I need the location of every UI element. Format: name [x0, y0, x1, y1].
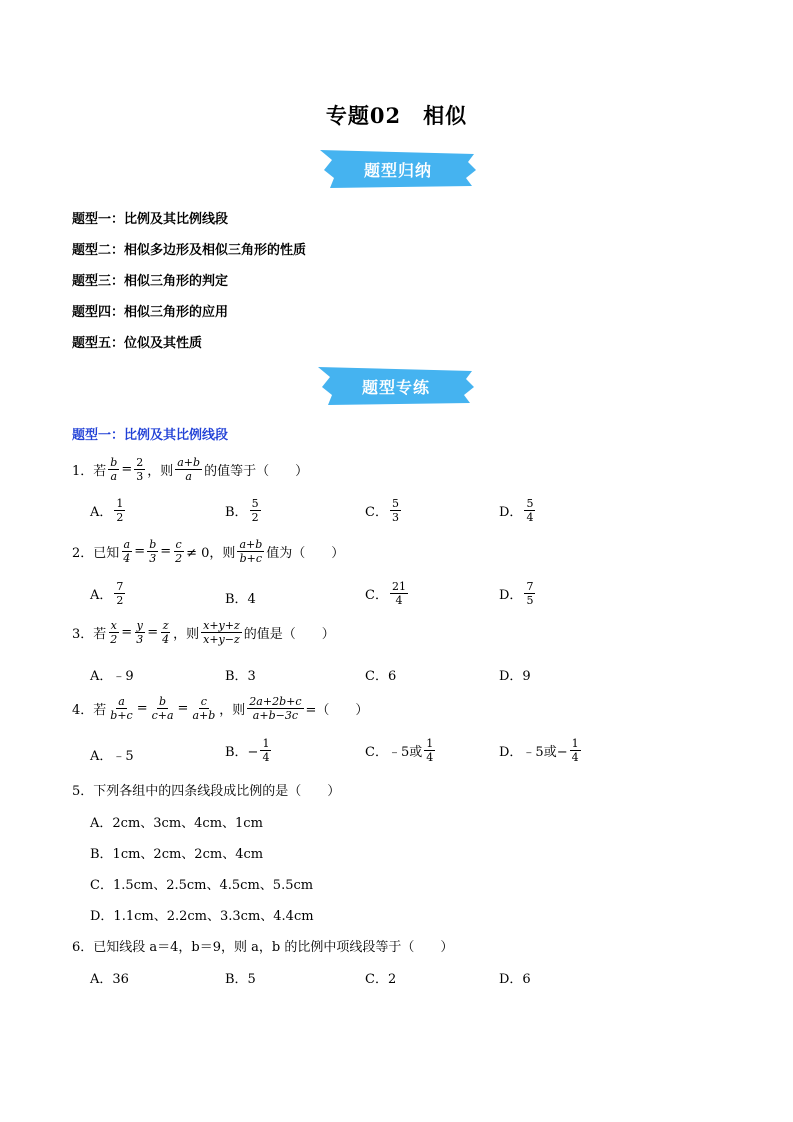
q3-option-b: B．3	[225, 669, 256, 684]
toc-item-5: 题型五：位似及其性质	[72, 336, 203, 351]
question-1	[72, 456, 308, 483]
q2-option-b: B．4	[225, 592, 256, 607]
q6-option-b: B．5	[225, 972, 256, 987]
fraction: $\frac{z}{4}$	[162, 619, 170, 646]
fraction: $\frac{2}{3}$	[136, 456, 144, 483]
fraction: $\frac{a}{4}$	[123, 538, 131, 565]
section-title: 题型一：比例及其比例线段	[72, 428, 229, 443]
q5-option-c: C．1.5cm、2.5cm、4.5cm、5.5cm	[90, 878, 314, 893]
fraction: $\frac{c}{2}$	[175, 538, 183, 565]
q1-option-c: C． $\frac{5}{3}$	[365, 497, 399, 524]
fraction: $\frac{a+b}{b+c}$	[239, 538, 263, 565]
q5-option-b: B．1cm、2cm、2cm、4cm	[90, 847, 264, 862]
question-3: 3．若 $\frac{x}{2}$ = $\frac{y}{3}$ = $\frac{z}{4}$ ，则 $\frac{x+y+z}{x+y-z}$ 的值是（ ）	[72, 619, 335, 646]
q4-option-a: A．﹣5	[90, 749, 134, 764]
q1-option-a: A． $\frac{1}{2}$	[90, 497, 124, 524]
q1-tail: 的值等于（ ）	[204, 464, 309, 479]
toc-item-4: 题型四：相似三角形的应用	[72, 305, 229, 320]
q4-option-d: D．﹣5或− $\frac{1}{4}$	[499, 737, 579, 764]
q6-option-d: D．6	[499, 972, 531, 987]
fraction: $\frac{a}{b+c}$	[110, 695, 133, 722]
fraction: $\frac{x+y+z}{x+y-z}$	[203, 619, 240, 646]
q5-option-a: A．2cm、3cm、4cm、1cm	[90, 816, 263, 831]
q5-option-d: D．1.1cm、2.2cm、3.3cm、4.4cm	[90, 909, 314, 924]
question-5: 5．下列各组中的四条线段成比例的是（ ）	[72, 784, 341, 799]
q4-option-c: C．﹣5或 $\frac{1}{4}$	[365, 737, 434, 764]
q1-prefix: 1．若	[72, 464, 107, 479]
toc-item-3: 题型三：相似三角形的判定	[72, 274, 229, 289]
q1-option-b: B． $\frac{5}{2}$	[225, 497, 259, 524]
q2-option-a: A． $\frac{7}{2}$	[90, 580, 124, 607]
question-6: 6．已知线段 a＝4，b＝9，则 a，b 的比例中项线段等于（ ）	[72, 940, 454, 955]
q3-option-c: C．6	[365, 669, 397, 684]
toc-item-1: 题型一：比例及其比例线段	[72, 212, 229, 227]
fraction: $\frac{b}{3}$	[149, 538, 157, 565]
q1-mid: ，则	[147, 464, 174, 479]
banner-types-summary	[318, 148, 478, 190]
q3-option-d: D．9	[499, 669, 531, 684]
fraction: $\frac{c}{a+b}$	[192, 695, 216, 722]
fraction: $\frac{b}{c+a}$	[151, 695, 174, 722]
fraction: $\frac{x}{2}$	[110, 619, 118, 646]
q2-option-c: C． $\frac{21}{4}$	[365, 580, 406, 607]
q3-option-a: A．﹣9	[90, 669, 134, 684]
banner-label: 题型专练	[361, 377, 430, 397]
banner-label: 题型归纳	[363, 160, 432, 180]
fraction: $\frac{2a+2b+c}{a+b-3c}$	[249, 695, 302, 722]
q6-option-a: A．36	[90, 972, 129, 987]
q2-option-d: D． $\frac{7}{5}$	[499, 580, 534, 607]
fraction: $\frac{b}{a}$	[110, 456, 118, 483]
banner-practice	[316, 365, 476, 407]
question-2: 2．已知 $\frac{a}{4}$ = $\frac{b}{3}$ = $\frac{c}{2}$ ≠ 0，则 $\frac{a+b}{b+c}$ 值为（ ）	[72, 538, 345, 565]
page-title: 专题02 相似	[325, 103, 468, 128]
question-4: 4．若 $\frac{a}{b+c}$ = $\frac{b}{c+a}$ = $\frac{c}{a+b}$ ，则 $\frac{2a+2b+c}{a+b-3c}$ =（ ）	[72, 695, 369, 722]
fraction: $\frac{y}{3}$	[136, 619, 144, 646]
q6-option-c: C．2	[365, 972, 397, 987]
toc-item-2: 题型二：相似多边形及相似三角形的性质	[72, 243, 307, 258]
equals: =	[121, 462, 133, 477]
fraction: $\frac{a+b}{a}$	[177, 456, 201, 483]
q1-option-d: D． $\frac{5}{4}$	[499, 497, 534, 524]
q4-option-b: B．− $\frac{1}{4}$	[225, 737, 270, 764]
